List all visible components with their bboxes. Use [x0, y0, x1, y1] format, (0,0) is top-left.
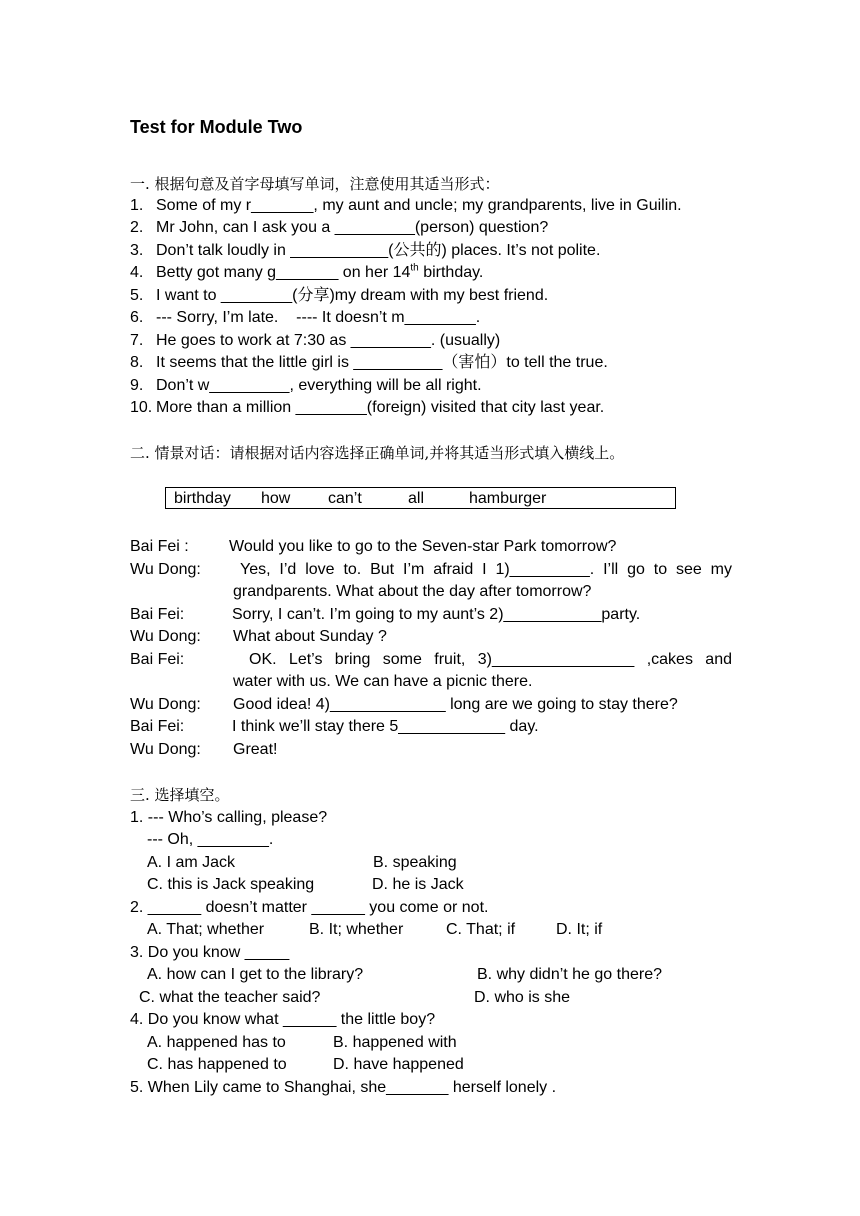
word-bank-item: how	[261, 490, 291, 507]
dialogue-line: Would you like to go to the Seven-star Park tomorrow?	[229, 538, 617, 555]
item-6-text: --- Sorry, I’m late. ---- It doesn’t m________.	[156, 309, 481, 326]
dialogue-speaker: Wu Dong:	[130, 741, 201, 758]
option-a: A. That; whether	[147, 921, 265, 938]
option-b: B. speaking	[373, 854, 457, 871]
item-4-number: 4.	[130, 264, 144, 281]
dialogue-line: Good idea! 4)_____________ long are we going to stay there?	[233, 696, 678, 713]
section2-heading: 二. 情景对话：请根据对话内容选择正确单词,并将其适当形式填入横线上。	[130, 444, 625, 462]
item-10-number: 10.	[130, 399, 153, 416]
page-title: Test for Module Two	[130, 117, 303, 137]
option-b: B. It; whether	[309, 921, 404, 938]
item-8-number: 8.	[130, 354, 144, 371]
dialogue-line-continued: grandparents. What about the day after tomorrow?	[233, 583, 592, 600]
item-6-number: 6.	[130, 309, 144, 326]
option-c: C. has happened to	[147, 1056, 287, 1073]
option-b: B. why didn’t he go there?	[477, 966, 663, 983]
dialogue-speaker: Wu Dong:	[130, 696, 201, 713]
option-d: D. he is Jack	[372, 876, 464, 893]
question-stem: 3. Do you know _____	[130, 944, 290, 961]
option-d: D. It; if	[556, 921, 603, 938]
item-2-text: Mr John, can I ask you a _________(person) question?	[156, 219, 549, 236]
section1-heading: 一. 根据句意及首字母填写单词，注意使用其适当形式：	[130, 175, 500, 193]
item-1-text: Some of my r_______, my aunt and uncle; my grandparents, live in Guilin.	[156, 197, 682, 214]
question-stem: 1. --- Who’s calling, please?	[130, 809, 328, 826]
item-3-text: Don’t talk loudly in ___________(公共的) places. It’s not polite.	[156, 242, 601, 259]
dialogue-line-continued: water with us. We can have a picnic there.	[233, 673, 533, 690]
word-bank-item: birthday	[174, 490, 231, 507]
item-4-text-pre: Betty got many g_______ on her 14	[156, 264, 411, 281]
dialogue-line: What about Sunday ?	[233, 628, 387, 645]
option-c: C. this is Jack speaking	[147, 876, 315, 893]
dialogue-speaker: Bai Fei:	[130, 651, 185, 668]
dialogue-speaker: Bai Fei:	[130, 606, 185, 623]
item-2-number: 2.	[130, 219, 144, 236]
option-b: B. happened with	[333, 1034, 457, 1051]
question-stem: 4. Do you know what ______ the little boy?	[130, 1011, 436, 1028]
option-d: D. have happened	[333, 1056, 464, 1073]
item-5-number: 5.	[130, 287, 144, 304]
item-9-number: 9.	[130, 377, 144, 394]
item-10-text: More than a million ________(foreign) visited that city last year.	[156, 399, 605, 416]
dialogue-speaker: Bai Fei:	[130, 718, 185, 735]
dialogue-line: Yes, I’d love to. But I’m afraid I 1)_________. I’ll go to see my	[240, 561, 732, 578]
option-a: A. how can I get to the library?	[147, 966, 364, 983]
section3-heading: 三. 选择填空。	[130, 786, 230, 804]
item-9-text: Don’t w_________, everything will be all right.	[156, 377, 482, 394]
dialogue-line: Great!	[233, 741, 278, 758]
option-c: C. what the teacher said?	[139, 989, 321, 1006]
item-8-text: It seems that the little girl is __________（害怕）to tell the true.	[156, 354, 608, 371]
question-stem: 2. ______ doesn’t matter ______ you come or not.	[130, 899, 489, 916]
word-bank-item: all	[408, 490, 425, 507]
item-4-superscript: th	[410, 262, 419, 274]
dialogue-line: Sorry, I can’t. I’m going to my aunt’s 2)___________party.	[232, 606, 641, 623]
dialogue-speaker: Bai Fei :	[130, 538, 189, 555]
word-bank-item: hamburger	[469, 490, 547, 507]
option-a: A. I am Jack	[147, 854, 236, 871]
option-c: C. That; if	[446, 921, 516, 938]
item-3-number: 3.	[130, 242, 144, 259]
dialogue-speaker: Wu Dong:	[130, 561, 201, 578]
question-stem-continued: --- Oh, ________.	[147, 831, 274, 848]
item-1-number: 1.	[130, 197, 144, 214]
question-stem: 5. When Lily came to Shanghai, she_______ herself lonely .	[130, 1079, 557, 1096]
item-7-number: 7.	[130, 332, 144, 349]
dialogue-line: I think we’ll stay there 5____________ day.	[232, 718, 539, 735]
item-5-text: I want to ________(分享)my dream with my best friend.	[156, 287, 549, 304]
item-7-text: He goes to work at 7:30 as _________. (usually)	[156, 332, 501, 349]
option-a: A. happened has to	[147, 1034, 286, 1051]
item-4-text	[156, 263, 483, 283]
item-4-text-post: birthday.	[418, 264, 484, 281]
option-d: D. who is she	[474, 989, 571, 1006]
dialogue-speaker: Wu Dong:	[130, 628, 201, 645]
dialogue-line: OK. Let’s bring some fruit, 3)________________ ,cakes and	[249, 651, 732, 668]
word-bank-item: can’t	[328, 490, 362, 507]
word-bank-box	[165, 487, 676, 509]
